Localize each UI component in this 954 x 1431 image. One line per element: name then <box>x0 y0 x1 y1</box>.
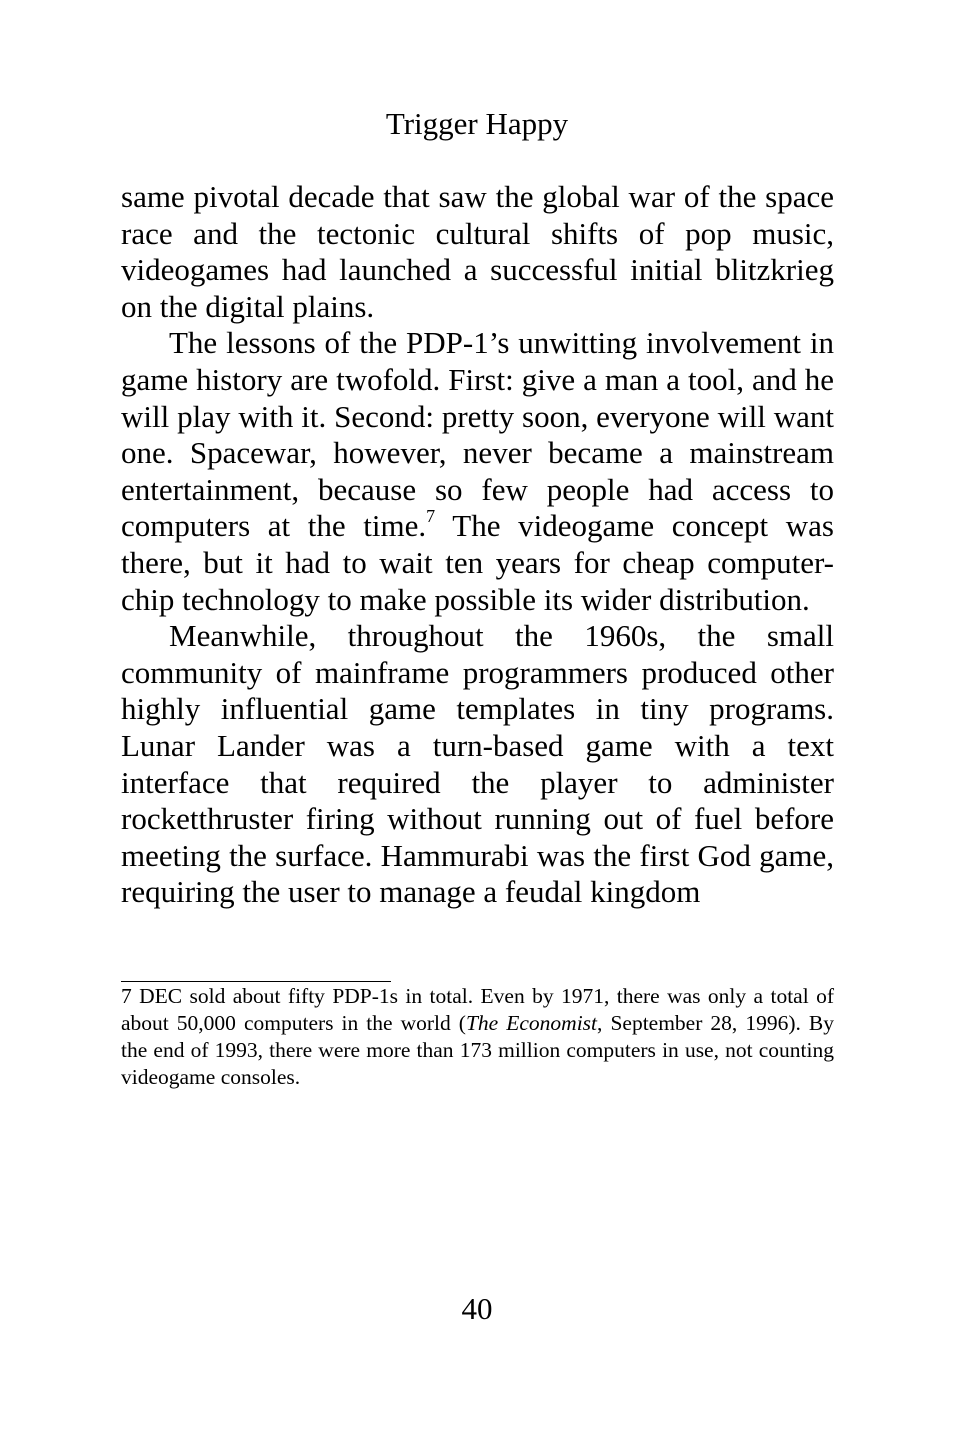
body-text <box>121 179 834 911</box>
footnote-text-part1: DEC sold about fifty PDP-1s in total. Even by 1971, there was only a total of about 50,000 computers in the world ( <box>121 984 834 1035</box>
paragraph-1: same pivotal decade that saw the global war of the space race and the tectonic cultural shifts of pop music, videogames had launched a successful initial blitzkrieg on the digital plains. <box>121 179 834 324</box>
running-head: Trigger Happy <box>385 106 569 141</box>
footnotes <box>121 983 834 1091</box>
footnote-7 <box>121 983 834 1091</box>
footnote-separator <box>121 981 391 982</box>
paragraph-2 <box>121 325 834 618</box>
paragraph-2-text-after-ref: The videogame concept was there, but it had to wait ten years for cheap computer-chip technology to make possible its wider distribution. <box>121 508 834 617</box>
paragraph-3: Meanwhile, throughout the 1960s, the small community of mainframe programmers produced other highly influential game templates in tiny programs. Lunar Lander was a turn-based game with a text interface that required the player to administer rocketthruster firing without running out of fuel before meeting the surface. Hammurabi was the first God game, requiring the user to manage a feudal kingdom <box>121 618 834 910</box>
footnote-number: 7 <box>121 984 132 1008</box>
footnote-italic-title: The Economist <box>465 1011 598 1035</box>
paragraph-2-text-before-ref: The lessons of the PDP-1’s unwitting involvement in game history are twofold. First: give a man a tool, and he will play with it. Second: pretty soon, everyone will want one. Spacewar, however, never became a mainstream entertainment, because so few people had access to computers at the time. <box>121 325 834 544</box>
footnote-text-part2: , September 28, 1996). By the end of 1993, there were more than 173 million computers in use, not counting videogame consoles. <box>121 1011 834 1089</box>
footnote-reference: 7 <box>426 506 436 527</box>
page-number: 40 <box>461 1291 493 1326</box>
